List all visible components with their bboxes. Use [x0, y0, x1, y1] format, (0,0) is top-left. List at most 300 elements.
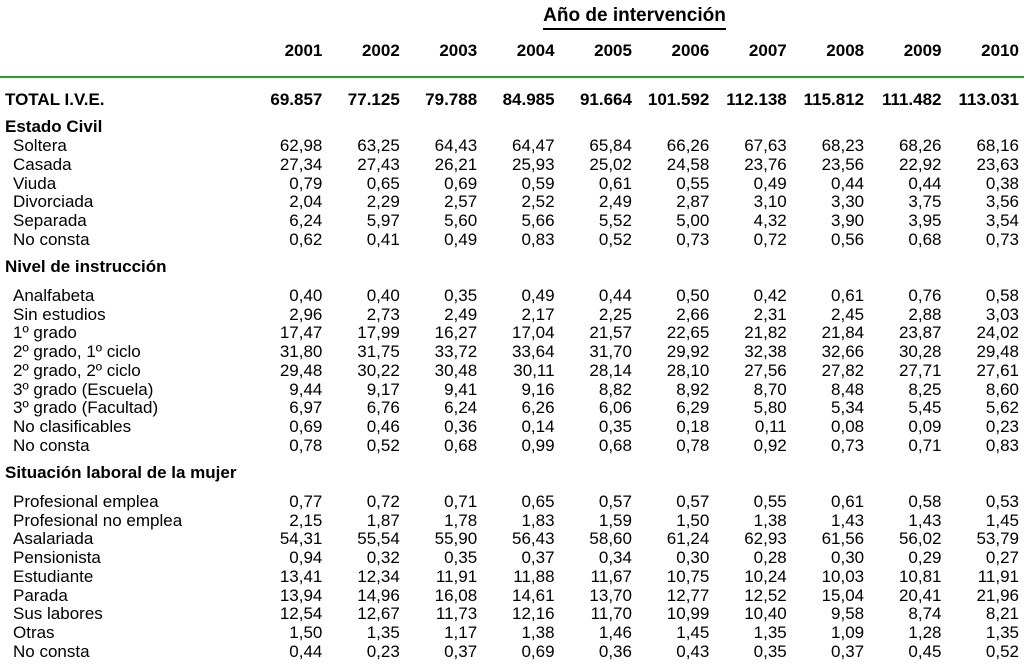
- value-cell: 24,02: [976, 323, 1019, 343]
- value-cell: 9,41: [444, 379, 478, 399]
- value-cell: 14,61: [512, 585, 555, 605]
- value-cell: 0,61: [831, 492, 865, 512]
- value-cell: 0,34: [598, 548, 632, 568]
- value-cell: 23,76: [744, 154, 787, 174]
- data-row: [0, 362, 1024, 381]
- value-cell: 66,26: [666, 136, 710, 156]
- value-cell: 0,73: [985, 229, 1019, 249]
- value-cell: 0,38: [985, 173, 1019, 193]
- value-cell: 3,10: [753, 192, 787, 212]
- value-cell: 0,49: [521, 286, 555, 306]
- value-cell: 3,30: [831, 192, 865, 212]
- total-value-cell: 115.812: [803, 89, 865, 109]
- value-cell: 2,49: [444, 304, 478, 324]
- value-cell: 1,45: [676, 622, 710, 642]
- value-cell: 31,80: [279, 342, 323, 362]
- value-cell: 22,92: [898, 154, 942, 174]
- value-cell: 29,48: [279, 360, 323, 380]
- value-cell: 0,61: [598, 173, 632, 193]
- value-cell: 16,27: [434, 323, 478, 343]
- row-label: Profesional emplea: [13, 492, 159, 512]
- value-cell: 0,08: [831, 416, 865, 436]
- section-header-label: Situación laboral de la mujer: [5, 463, 237, 483]
- value-cell: 12,67: [357, 604, 400, 624]
- value-cell: 21,84: [821, 323, 865, 343]
- value-cell: 8,82: [598, 379, 632, 399]
- value-cell: 1,50: [289, 622, 323, 642]
- total-value-cell: 84.985: [502, 89, 555, 109]
- value-cell: 64,47: [512, 136, 555, 156]
- value-cell: 0,44: [289, 641, 323, 661]
- value-cell: 12,52: [744, 585, 787, 605]
- value-cell: 6,97: [289, 398, 323, 418]
- value-cell: 0,44: [598, 286, 632, 306]
- value-cell: 0,52: [985, 641, 1019, 661]
- value-cell: 16,08: [434, 585, 478, 605]
- value-cell: 0,83: [985, 435, 1019, 455]
- value-cell: 30,48: [434, 360, 478, 380]
- year-header-cell: 2003: [405, 32, 482, 77]
- value-cell: 5,45: [908, 398, 942, 418]
- value-cell: 2,96: [289, 304, 323, 324]
- value-cell: 13,70: [589, 585, 632, 605]
- value-cell: 0,35: [753, 641, 787, 661]
- value-cell: 21,57: [589, 323, 632, 343]
- row-label: No consta: [13, 435, 90, 455]
- value-cell: 58,60: [589, 529, 632, 549]
- value-cell: 0,35: [598, 416, 632, 436]
- year-header-row: [0, 32, 1024, 77]
- data-row: [0, 568, 1024, 587]
- value-cell: 13,41: [279, 566, 323, 586]
- value-cell: 2,88: [908, 304, 942, 324]
- value-cell: 0,42: [753, 286, 787, 306]
- value-cell: 0,09: [908, 416, 942, 436]
- value-cell: 3,75: [908, 192, 942, 212]
- value-cell: 5,60: [444, 210, 478, 230]
- data-row: [0, 193, 1024, 212]
- value-cell: 0,41: [366, 229, 400, 249]
- value-cell: 0,29: [908, 548, 942, 568]
- value-cell: 9,58: [831, 604, 865, 624]
- value-cell: 27,43: [357, 154, 400, 174]
- data-row: [0, 418, 1024, 437]
- value-cell: 0,61: [831, 286, 865, 306]
- row-label: Profesional no emplea: [13, 510, 183, 530]
- value-cell: 2,49: [598, 192, 632, 212]
- value-cell: 0,37: [831, 641, 865, 661]
- value-cell: 1,83: [521, 510, 555, 530]
- value-cell: 0,55: [753, 492, 787, 512]
- year-header-cell: 2010: [947, 32, 1024, 77]
- value-cell: 27,71: [898, 360, 942, 380]
- value-cell: 68,23: [821, 136, 865, 156]
- value-cell: 0,72: [366, 492, 400, 512]
- value-cell: 9,17: [366, 379, 400, 399]
- value-cell: 1,38: [521, 622, 555, 642]
- value-cell: 0,62: [289, 229, 323, 249]
- value-cell: 0,57: [676, 492, 710, 512]
- value-cell: 17,47: [279, 323, 323, 343]
- row-label: No clasificables: [13, 416, 132, 436]
- row-label: 3º grado (Escuela): [13, 379, 154, 399]
- year-header-cell: 2002: [327, 32, 404, 77]
- value-cell: 11,88: [513, 566, 555, 586]
- data-row: [0, 137, 1024, 156]
- value-cell: 0,43: [676, 641, 710, 661]
- data-row: [0, 587, 1024, 606]
- data-row: [0, 624, 1024, 643]
- value-cell: 0,57: [598, 492, 632, 512]
- value-cell: 1,43: [908, 510, 942, 530]
- data-row: [0, 175, 1024, 194]
- total-value-cell: 79.788: [425, 89, 478, 109]
- value-cell: 0,68: [598, 435, 632, 455]
- value-cell: 0,71: [444, 492, 478, 512]
- value-cell: 55,54: [357, 529, 400, 549]
- value-cell: 17,99: [357, 323, 400, 343]
- value-cell: 2,66: [676, 304, 710, 324]
- value-cell: 0,14: [521, 416, 555, 436]
- value-cell: 0,92: [753, 435, 787, 455]
- value-cell: 0,28: [753, 548, 787, 568]
- value-cell: 0,30: [676, 548, 710, 568]
- value-cell: 15,04: [821, 585, 865, 605]
- value-cell: 0,83: [521, 229, 555, 249]
- value-cell: 32,38: [744, 342, 787, 362]
- value-cell: 1,59: [598, 510, 632, 530]
- value-cell: 1,28: [908, 622, 942, 642]
- value-cell: 1,87: [366, 510, 400, 530]
- value-cell: 1,38: [753, 510, 787, 530]
- total-value-cell: 101.592: [647, 89, 710, 109]
- value-cell: 1,46: [598, 622, 632, 642]
- total-value-cell: 113.031: [958, 89, 1019, 109]
- value-cell: 4,32: [753, 210, 787, 230]
- value-cell: 8,92: [676, 379, 710, 399]
- value-cell: 3,03: [985, 304, 1019, 324]
- data-row: [0, 530, 1024, 549]
- value-cell: 2,87: [676, 192, 710, 212]
- value-cell: 30,28: [898, 342, 942, 362]
- value-cell: 21,82: [744, 323, 787, 343]
- value-cell: 68,16: [976, 136, 1019, 156]
- empty-corner-cell: [0, 32, 250, 77]
- row-label: Casada: [13, 154, 72, 174]
- row-label: Estudiante: [13, 566, 94, 586]
- data-row: [0, 493, 1024, 512]
- year-header-cell: 2001: [250, 32, 327, 77]
- value-cell: 12,34: [357, 566, 400, 586]
- data-row: [0, 231, 1024, 250]
- value-cell: 6,24: [289, 210, 323, 230]
- value-cell: 5,97: [366, 210, 400, 230]
- row-label: Asalariada: [13, 529, 94, 549]
- data-row: [0, 156, 1024, 175]
- row-label: 3º grado (Facultad): [13, 398, 159, 418]
- row-label: 1º grado: [13, 323, 77, 343]
- value-cell: 65,84: [589, 136, 632, 156]
- table-title: Año de intervención: [543, 5, 726, 30]
- value-cell: 30,22: [357, 360, 400, 380]
- row-label: Sus labores: [13, 604, 103, 624]
- value-cell: 26,21: [434, 154, 478, 174]
- value-cell: 1,43: [831, 510, 865, 530]
- value-cell: 0,77: [289, 492, 323, 512]
- value-cell: 0,50: [676, 286, 710, 306]
- value-cell: 0,32: [366, 548, 400, 568]
- value-cell: 2,29: [366, 192, 400, 212]
- value-cell: 63,25: [357, 136, 400, 156]
- value-cell: 27,56: [744, 360, 787, 380]
- value-cell: 12,77: [666, 585, 710, 605]
- row-label: No consta: [13, 641, 90, 661]
- value-cell: 0,40: [289, 286, 323, 306]
- value-cell: 0,68: [908, 229, 942, 249]
- row-label: 2º grado, 2º ciclo: [13, 360, 141, 380]
- row-label: Separada: [13, 210, 87, 230]
- value-cell: 1,09: [831, 622, 865, 642]
- value-cell: 0,11: [754, 416, 787, 436]
- row-label: 2º grado, 1º ciclo: [13, 342, 141, 362]
- value-cell: 0,69: [444, 173, 478, 193]
- data-row: [0, 287, 1024, 306]
- value-cell: 0,30: [831, 548, 865, 568]
- value-cell: 11,91: [435, 566, 478, 586]
- value-cell: 0,23: [366, 641, 400, 661]
- value-cell: 0,23: [985, 416, 1019, 436]
- row-label: Otras: [13, 622, 55, 642]
- value-cell: 14,96: [357, 585, 400, 605]
- value-cell: 10,24: [744, 566, 787, 586]
- value-cell: 61,56: [821, 529, 865, 549]
- value-cell: 0,71: [908, 435, 942, 455]
- value-cell: 0,37: [444, 641, 478, 661]
- value-cell: 6,06: [598, 398, 632, 418]
- value-cell: 0,59: [521, 173, 555, 193]
- value-cell: 8,70: [753, 379, 787, 399]
- value-cell: 29,92: [666, 342, 710, 362]
- value-cell: 3,95: [908, 210, 942, 230]
- table-section: [0, 455, 1024, 661]
- value-cell: 0,55: [676, 173, 710, 193]
- value-cell: 6,29: [676, 398, 710, 418]
- total-value-cell: 77.125: [347, 89, 400, 109]
- total-value-cell: 91.664: [579, 89, 632, 109]
- value-cell: 2,45: [831, 304, 865, 324]
- value-cell: 0,69: [521, 641, 555, 661]
- total-value-cell: 112.138: [726, 89, 787, 109]
- value-cell: 10,40: [744, 604, 787, 624]
- value-cell: 68,26: [898, 136, 942, 156]
- value-cell: 5,00: [676, 210, 710, 230]
- value-cell: 2,17: [521, 304, 555, 324]
- year-header-cell: 2007: [714, 32, 791, 77]
- value-cell: 3,56: [985, 192, 1019, 212]
- section-header-row: [0, 249, 1024, 287]
- value-cell: 1,35: [753, 622, 787, 642]
- value-cell: 21,96: [976, 585, 1019, 605]
- value-cell: 31,70: [589, 342, 632, 362]
- total-value-cell: 111.482: [881, 89, 942, 109]
- data-row: [0, 549, 1024, 568]
- ive-statistics-table: [0, 32, 1024, 661]
- data-row: [0, 324, 1024, 343]
- value-cell: 54,31: [279, 529, 323, 549]
- value-cell: 23,63: [976, 154, 1019, 174]
- value-cell: 0,79: [289, 173, 323, 193]
- value-cell: 0,99: [521, 435, 555, 455]
- value-cell: 29,48: [976, 342, 1019, 362]
- table-section: [0, 109, 1024, 249]
- value-cell: 23,56: [821, 154, 865, 174]
- value-cell: 20,41: [898, 585, 942, 605]
- row-label: Divorciada: [13, 192, 94, 212]
- value-cell: 64,43: [434, 136, 478, 156]
- data-row: [0, 381, 1024, 400]
- value-cell: 0,46: [366, 416, 400, 436]
- value-cell: 55,90: [434, 529, 478, 549]
- value-cell: 30,11: [513, 360, 555, 380]
- value-cell: 0,76: [908, 286, 942, 306]
- value-cell: 17,04: [512, 323, 555, 343]
- value-cell: 10,99: [666, 604, 710, 624]
- value-cell: 1,78: [444, 510, 478, 530]
- value-cell: 0,52: [598, 229, 632, 249]
- value-cell: 11,67: [590, 566, 632, 586]
- value-cell: 3,90: [831, 210, 865, 230]
- value-cell: 56,02: [898, 529, 942, 549]
- value-cell: 0,49: [753, 173, 787, 193]
- row-label: Parada: [13, 585, 68, 605]
- value-cell: 8,74: [908, 604, 942, 624]
- value-cell: 0,36: [598, 641, 632, 661]
- value-cell: 2,52: [521, 192, 555, 212]
- value-cell: 22,65: [666, 323, 710, 343]
- data-row: [0, 212, 1024, 231]
- row-label: Analfabeta: [13, 286, 95, 306]
- value-cell: 0,53: [985, 492, 1019, 512]
- data-row: [0, 437, 1024, 456]
- value-cell: 5,62: [985, 398, 1019, 418]
- value-cell: 0,44: [831, 173, 865, 193]
- value-cell: 11,73: [435, 604, 478, 624]
- total-row: [0, 77, 1024, 110]
- data-row: [0, 306, 1024, 325]
- value-cell: 9,44: [289, 379, 323, 399]
- total-section: [0, 77, 1024, 110]
- value-cell: 23,87: [898, 323, 942, 343]
- value-cell: 62,98: [279, 136, 323, 156]
- value-cell: 8,25: [908, 379, 942, 399]
- section-header-row: [0, 455, 1024, 493]
- value-cell: 5,80: [753, 398, 787, 418]
- value-cell: 5,52: [598, 210, 632, 230]
- value-cell: 27,34: [279, 154, 323, 174]
- data-row: [0, 399, 1024, 418]
- year-header: [0, 32, 1024, 77]
- value-cell: 0,69: [289, 416, 323, 436]
- value-cell: 5,66: [521, 210, 555, 230]
- value-cell: 0,45: [908, 641, 942, 661]
- value-cell: 0,78: [676, 435, 710, 455]
- value-cell: 1,35: [366, 622, 400, 642]
- section-header-label: Nivel de instrucción: [5, 257, 167, 277]
- value-cell: 11,91: [977, 566, 1019, 586]
- row-label: No consta: [13, 229, 90, 249]
- value-cell: 3,54: [985, 210, 1019, 230]
- value-cell: 2,57: [444, 192, 478, 212]
- value-cell: 6,26: [521, 398, 555, 418]
- data-row: [0, 605, 1024, 624]
- value-cell: 0,58: [985, 286, 1019, 306]
- row-label: Pensionista: [13, 548, 101, 568]
- value-cell: 1,45: [985, 510, 1019, 530]
- table-title-row: [250, 0, 1019, 32]
- year-header-cell: 2005: [560, 32, 637, 77]
- value-cell: 0,65: [366, 173, 400, 193]
- value-cell: 8,60: [985, 379, 1019, 399]
- value-cell: 0,36: [444, 416, 478, 436]
- value-cell: 24,58: [666, 154, 710, 174]
- value-cell: 0,35: [444, 548, 478, 568]
- row-label: Soltera: [13, 136, 67, 156]
- value-cell: 0,78: [289, 435, 323, 455]
- value-cell: 32,66: [821, 342, 865, 362]
- value-cell: 12,16: [512, 604, 555, 624]
- value-cell: 27,82: [821, 360, 865, 380]
- value-cell: 2,15: [289, 510, 323, 530]
- value-cell: 0,56: [831, 229, 865, 249]
- value-cell: 10,03: [821, 566, 865, 586]
- total-value-cell: 69.857: [270, 89, 323, 109]
- value-cell: 0,37: [521, 548, 555, 568]
- value-cell: 1,17: [444, 622, 478, 642]
- value-cell: 56,43: [512, 529, 555, 549]
- value-cell: 67,63: [744, 136, 787, 156]
- value-cell: 0,27: [985, 548, 1019, 568]
- value-cell: 0,35: [444, 286, 478, 306]
- total-row-label: TOTAL I.V.E.: [5, 89, 105, 109]
- section-header-label: Estado Civil: [5, 117, 103, 137]
- row-label: Sin estudios: [13, 304, 106, 324]
- value-cell: 61,24: [666, 529, 710, 549]
- value-cell: 0,52: [366, 435, 400, 455]
- value-cell: 8,48: [831, 379, 865, 399]
- value-cell: 1,35: [985, 622, 1019, 642]
- year-header-cell: 2006: [637, 32, 714, 77]
- value-cell: 33,72: [434, 342, 478, 362]
- value-cell: 62,93: [744, 529, 787, 549]
- value-cell: 0,65: [521, 492, 555, 512]
- value-cell: 2,25: [598, 304, 632, 324]
- year-header-cell: 2008: [792, 32, 869, 77]
- value-cell: 0,68: [444, 435, 478, 455]
- value-cell: 0,58: [908, 492, 942, 512]
- value-cell: 33,64: [512, 342, 555, 362]
- value-cell: 27,61: [976, 360, 1019, 380]
- data-row: [0, 643, 1024, 662]
- value-cell: 13,94: [279, 585, 323, 605]
- data-row: [0, 512, 1024, 531]
- value-cell: 53,79: [976, 529, 1019, 549]
- value-cell: 2,31: [753, 304, 787, 324]
- value-cell: 28,10: [666, 360, 710, 380]
- value-cell: 6,76: [366, 398, 400, 418]
- value-cell: 5,34: [831, 398, 865, 418]
- value-cell: 2,73: [366, 304, 400, 324]
- value-cell: 2,04: [289, 192, 323, 212]
